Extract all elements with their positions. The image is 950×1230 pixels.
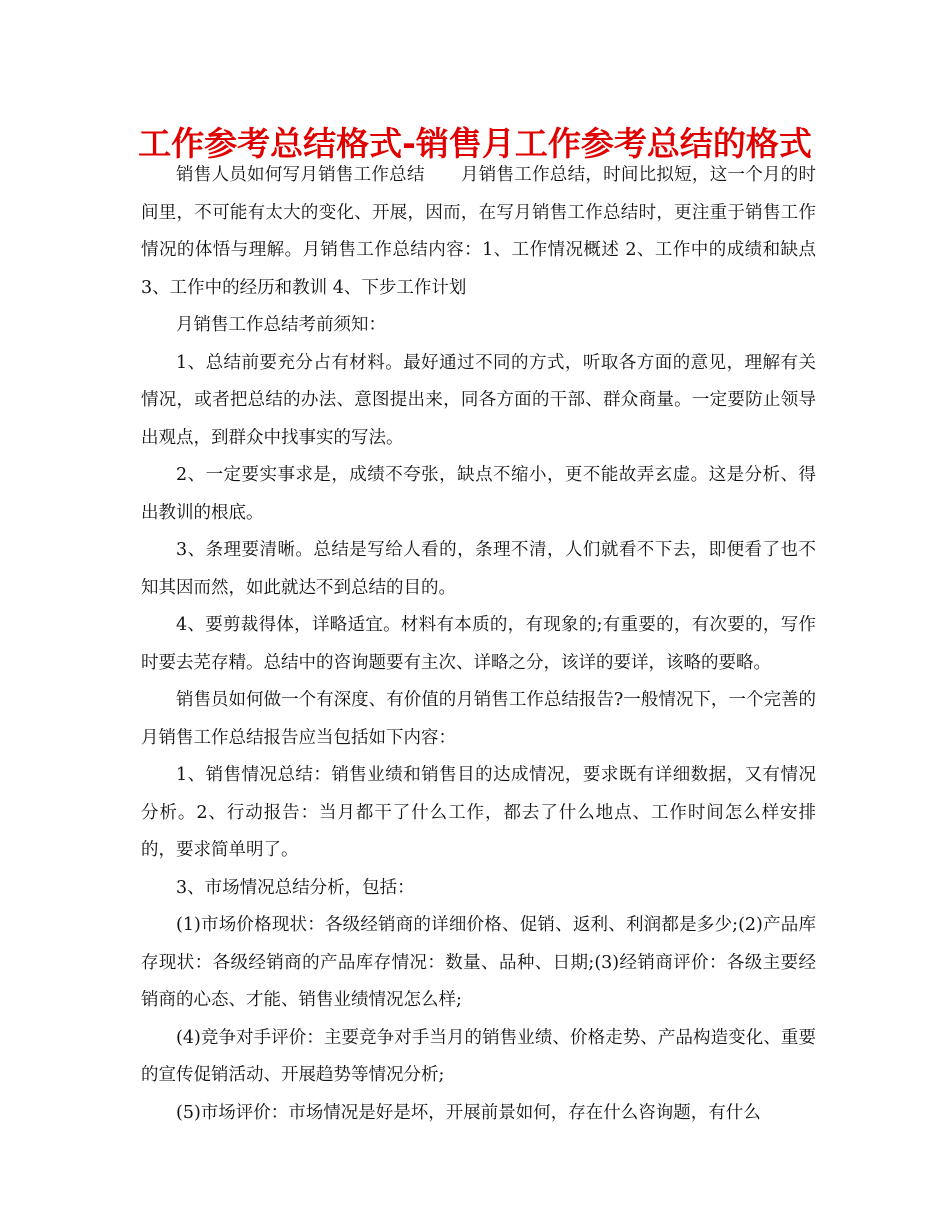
market-subitem-5: (5)市场评价：市场情况是好是坏，开展前景如何，存在什么咨询题，有什么 [176,1102,761,1123]
intro-text: 月销售工作总结，时间比拟短，这一个月的时间里，不可能有太大的变化、开展，因而，在写月销售工作总结时，更注重于销售工作情况的体悟与理解。月销售工作总结内容：1、工作情况概述 2、工作中的成绩和缺点 3、工作中的经历和教训 4、下步工作计划 [141,165,817,298]
notice-heading: 月销售工作总结考前须知： [176,315,386,335]
market-subitems-1-3: (1)市场价格现状：各级经销商的详细价格、促销、返利、利润都是多少;(2)产品库存现状：各级经销商的产品库存情况：数量、品种、日期;(3)经销商评价：各级主要经销商的心态、才能、销售业绩情况怎么样; [141,915,816,1010]
notice-item-3: 3、条理要清晰。总结是写给人看的，条理不清，人们就看不下去，即便看了也不知其因而然，如此就达不到总结的目的。 [141,540,816,598]
notice-item-4: 4、要剪裁得体，详略适宜。材料有本质的，有现象的;有重要的，有次要的，写作时要去芜存精。总结中的咨询题要有主次、详略之分，该详的要详，该略的要略。 [141,615,816,673]
notice-item-1: 1、总结前要充分占有材料。最好通过不同的方式，听取各方面的意见，理解有关情况，或者把总结的办法、意图提出来，同各方面的干部、群众商量。一定要防止领导出观点，到群众中找事实的写法。 [141,352,816,448]
intro-heading: 销售人员如何写月销售工作总结 [176,165,425,185]
document-title: 工作参考总结格式-销售月工作参考总结的格式 [138,124,812,163]
document-body [141,157,816,1132]
report-item-3: 3、市场情况总结分析，包括： [176,877,415,898]
report-intro-paragraph: 销售员如何做一个有深度、有价值的月销售工作总结报告?一般情况下，一个完善的月销售工作总结报告应当包括如下内容： [141,690,816,748]
notice-item-2: 2、一定要实事求是，成绩不夸张，缺点不缩小，更不能故弄玄虚。这是分析、得出教训的根底。 [141,465,816,523]
report-item-1-2: 1、销售情况总结：销售业绩和销售目的达成情况，要求既有详细数据，又有情况分析。2、行动报告：当月都干了什么工作，都去了什么地点、工作时间怎么样安排的，要求简单明了。 [141,765,816,860]
market-subitem-4: (4)竞争对手评价：主要竞争对手当月的销售业绩、价格走势、产品构造变化、重要的宣传促销活动、开展趋势等情况分析; [141,1027,816,1085]
intro-paragraph [141,157,816,307]
